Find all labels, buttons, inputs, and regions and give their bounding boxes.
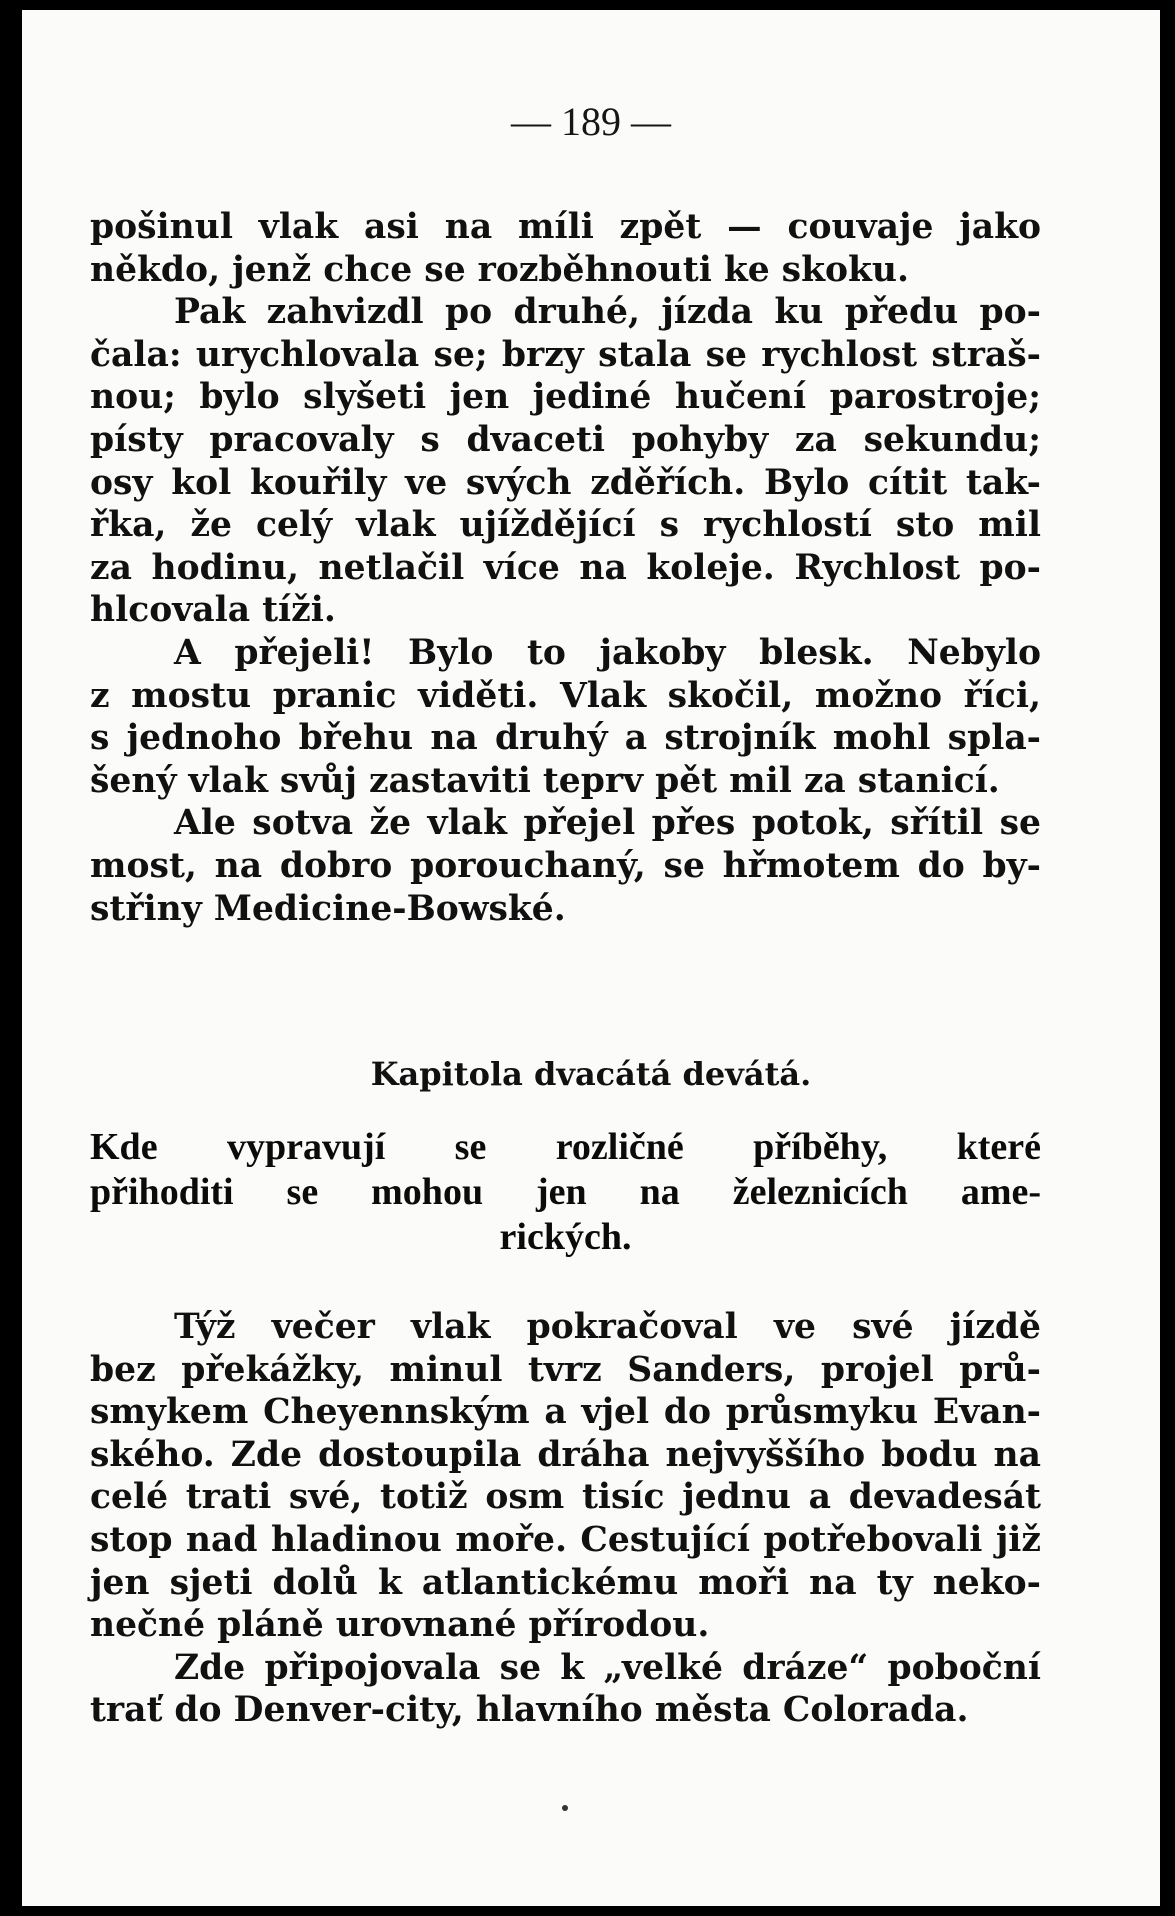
text-line: stop nad hladinou moře. Cestující potřebovali již [90,1519,1041,1560]
text-line: most, na dobro porouchaný, se hřmotem do by- [90,845,1041,886]
text-line: písty pracovaly s dvaceti pohyby za sekundu; [90,419,1041,460]
text-line: trať do Denver-city, hlavního města Colorada. [90,1690,969,1731]
text-line: šený vlak svůj zastaviti teprv pět mil za stanicí. [90,760,1000,801]
book-page [22,10,1160,1906]
text-line: smykem Cheyennským a vjel do průsmyku Evan- [90,1392,1041,1433]
text-line: střiny Medicine-Bowské. [90,888,566,929]
text-line: za hodinu, netlačil více na koleje. Rychlost po- [90,547,1041,588]
chapter-label: Kapitola dvacátá devátá. [370,1055,812,1093]
text-line: Pak zahvizdl po druhé, jízda ku předu po- [174,292,1041,333]
scan-edge-mark-lower [0,930,22,1916]
text-line: hlcovala tíži. [90,590,336,631]
scan-edge-mark-upper [0,0,22,14]
text-line: nou; bylo slyšeti jen jediné hučení parostroje; [90,377,1041,418]
page-dot [562,1805,568,1811]
chapter-title-line: rických. [499,1216,632,1258]
text-line: Týž večer vlak pokračoval ve své jízdě [174,1307,1041,1347]
chapter-title-line: přihoditi se mohou jen na železnicích ame- [90,1171,1041,1213]
text-line: řka, že celý vlak ujíždějící s rychlostí sto mil [90,505,1041,546]
text-line: osy kol kouřily ve svých zděřích. Bylo cítit tak- [90,462,1041,503]
chapter-title [90,1125,1041,1260]
text-line: s jednoho břehu na druhý a strojník mohl spla- [90,718,1041,759]
paragraph [90,1306,1041,1647]
text-line: Ale sotva že vlak přejel přes potok, sřítil se [174,803,1041,844]
text-line: čala: urychlovala se; brzy stala se rychlost straš- [90,334,1041,375]
chapter-title-line: Kde vypravují se rozličné příběhy, které [90,1126,1041,1168]
text-line: ského. Zde dostoupila dráha nejvyššího bodu na [90,1434,1041,1475]
paragraph [90,291,1041,632]
text-line: celé trati své, totiž osm tisíc jednu a devadesát [90,1477,1041,1518]
text-line: z mostu pranic viděti. Vlak skočil, možno říci, [90,675,1041,716]
text-line: jen sjeti dolů k atlantickému moři na ty neko- [90,1562,1041,1603]
text-line: nečné pláně urovnané přírodou. [90,1605,710,1646]
page-number: — 189 — [511,99,671,144]
paragraph [90,802,1041,930]
text-line: Zde připojovala se k „velké dráze“ poboční [174,1647,1041,1688]
paragraph [90,206,1041,291]
text-line: někdo, jenž chce se rozběhnouti ke skoku. [90,249,910,290]
text-line: pošinul vlak asi na míli zpět — couvaje jako [90,207,1041,247]
paragraph [90,1647,1041,1732]
text-section-2 [90,1306,1041,1732]
text-line: A přejeli! Bylo to jakoby blesk. Nebylo [174,632,1041,673]
paragraph [90,632,1041,802]
text-section-1 [90,206,1041,930]
text-line: bez překážky, minul tvrz Sanders, projel prů- [90,1349,1041,1390]
